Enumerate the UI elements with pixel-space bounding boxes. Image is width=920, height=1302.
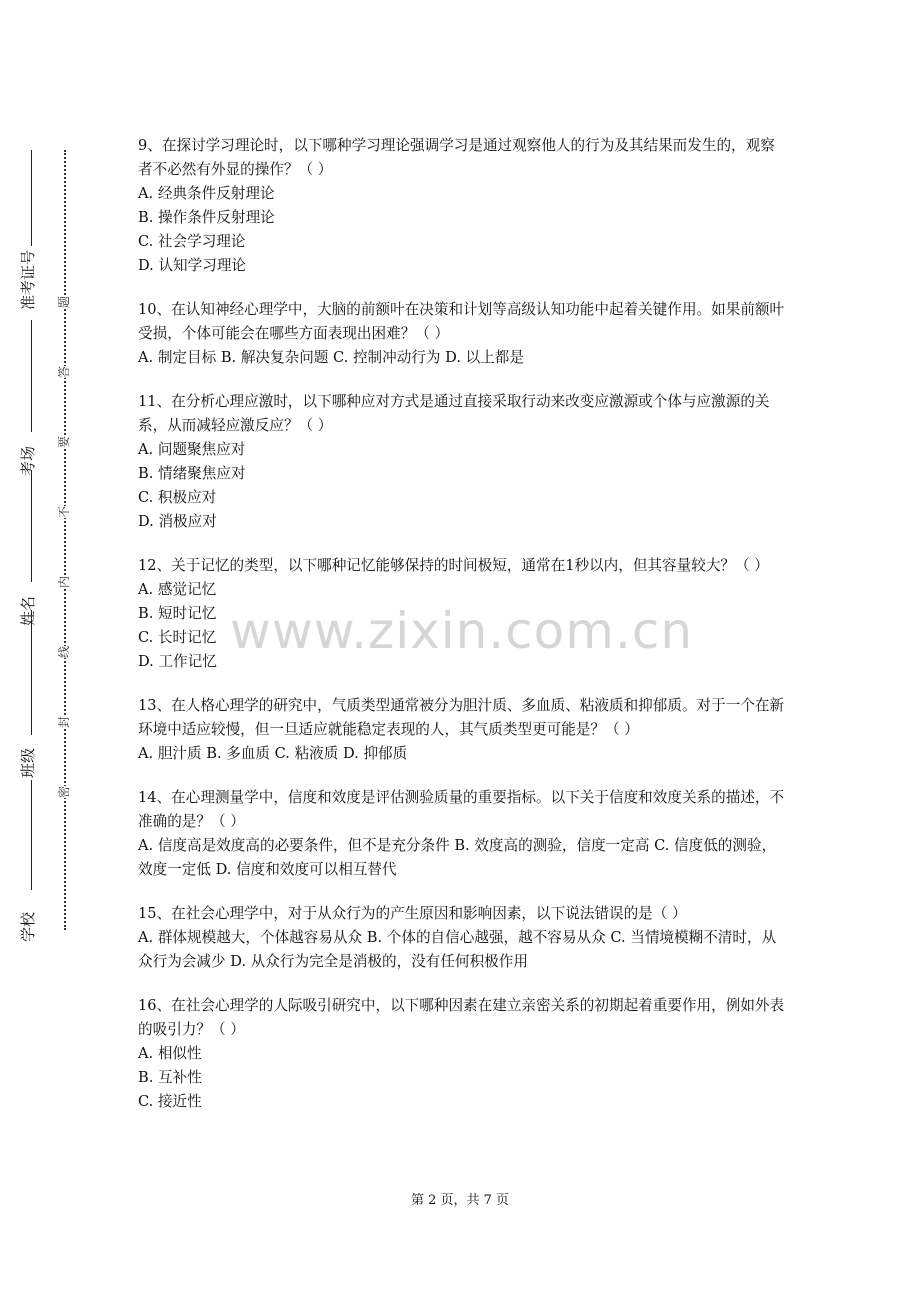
name-blank-line xyxy=(31,470,32,582)
question-16 xyxy=(138,994,786,1114)
inline-options: A. 群体规模越大，个体越容易从众 B. 个体的自信心越强，越不容易从众 C. 当情境模糊不清时，从众行为会减少 D. 从众行为完全是消极的，没有任何积极作用 xyxy=(138,929,777,970)
question-stem: 10、在认知神经心理学中，大脑的前额叶在决策和计划等高级认知功能中起着关键作用。如果前额叶受损，个体可能会在哪些方面表现出困难？（ ） xyxy=(138,301,785,342)
exam-room-blank-line xyxy=(31,320,32,432)
question-9 xyxy=(138,134,786,278)
question-stem: 13、在人格心理学的研究中，气质类型通常被分为胆汁质、多血质、粘液质和抑郁质。对于一个在新环境中适应较慢，但一旦适应就能稳定表现的人，其气质类型更可能是？（ ） xyxy=(138,697,785,738)
inline-options: A. 制定目标 B. 解决复杂问题 C. 控制冲动行为 D. 以上都是 xyxy=(138,349,524,366)
question-stem: 15、在社会心理学中，对于从众行为的产生原因和影响因素，以下说法错误的是（ ） xyxy=(138,905,687,922)
question-13 xyxy=(138,694,786,766)
question-15 xyxy=(138,902,786,974)
seal-cut-line xyxy=(64,150,69,930)
ticket-number-blank-line xyxy=(31,150,32,246)
binding-strip xyxy=(18,140,48,950)
option-c: C. 社会学习理论 xyxy=(138,233,246,250)
name-label: 姓名 xyxy=(19,595,37,626)
school-label: 学校 xyxy=(19,911,37,942)
question-stem: 11、在分析心理应激时，以下哪种应对方式是通过直接采取行动来改变应激源或个体与应激源的关系，从而减轻应激反应？（ ） xyxy=(138,393,770,434)
question-stem: 16、在社会心理学的人际吸引研究中，以下哪种因素在建立亲密关系的初期起着重要作用，例如外表的吸引力？（ ） xyxy=(138,997,785,1038)
option-b: B. 操作条件反射理论 xyxy=(138,209,275,226)
question-stem: 9、在探讨学习理论时，以下哪种学习理论强调学习是通过观察他人的行为及其结果而发生的，观察者不必然有外显的操作？（ ） xyxy=(138,137,775,178)
ticket-number-label: 准考证号 xyxy=(19,249,37,310)
seal-char: 要 xyxy=(57,435,72,449)
seal-char: 封 xyxy=(57,715,72,729)
option-b: B. 互补性 xyxy=(138,1069,202,1086)
option-b: B. 情绪聚焦应对 xyxy=(138,465,246,482)
exam-room-field xyxy=(18,320,48,480)
option-d: D. 消极应对 xyxy=(138,513,217,530)
option-a: A. 相似性 xyxy=(138,1045,202,1062)
option-b: B. 短时记忆 xyxy=(138,605,217,622)
watermark: www.zixin.com.cn xyxy=(230,602,694,660)
question-stem: 12、关于记忆的类型，以下哪种记忆能够保持的时间极短，通常在1秒以内，但其容量较大？（ ） xyxy=(138,557,769,574)
seal-char: 密 xyxy=(57,785,72,799)
question-10 xyxy=(138,298,786,370)
question-11 xyxy=(138,390,786,534)
option-d: D. 认知学习理论 xyxy=(138,257,247,274)
ticket-number-field xyxy=(18,150,48,320)
seal-char: 答 xyxy=(57,365,72,379)
inline-options: A. 胆汁质 B. 多血质 C. 粘液质 D. 抑郁质 xyxy=(138,745,408,762)
seal-char: 线 xyxy=(57,645,72,659)
class-field xyxy=(18,610,48,780)
class-label: 班级 xyxy=(19,747,37,778)
option-d: D. 工作记忆 xyxy=(138,653,217,670)
page-footer: 第 2 页，共 7 页 xyxy=(410,1193,510,1208)
seal-char: 不 xyxy=(57,505,72,519)
school-blank-line xyxy=(31,780,32,890)
seal-char: 内 xyxy=(57,575,72,589)
question-14 xyxy=(138,786,786,882)
option-a: A. 感觉记忆 xyxy=(138,581,217,598)
option-a: A. 问题聚焦应对 xyxy=(138,441,246,458)
school-field xyxy=(18,780,48,950)
name-field xyxy=(18,470,48,630)
option-a: A. 经典条件反射理论 xyxy=(138,185,275,202)
option-c: C. 接近性 xyxy=(138,1093,202,1110)
option-c: C. 积极应对 xyxy=(138,489,217,506)
inline-options: A. 信度高是效度高的必要条件，但不是充分条件 B. 效度高的测验，信度一定高 C. 信度低的测验，效度一定低 D. 信度和效度可以相互替代 xyxy=(138,837,777,878)
question-stem: 14、在心理测量学中，信度和效度是评估测验质量的重要指标。以下关于信度和效度关系的描述，不准确的是？（ ） xyxy=(138,789,785,830)
exam-room-label: 考场 xyxy=(19,445,37,476)
option-c: C. 长时记忆 xyxy=(138,629,217,646)
seal-char: 题 xyxy=(57,295,72,309)
